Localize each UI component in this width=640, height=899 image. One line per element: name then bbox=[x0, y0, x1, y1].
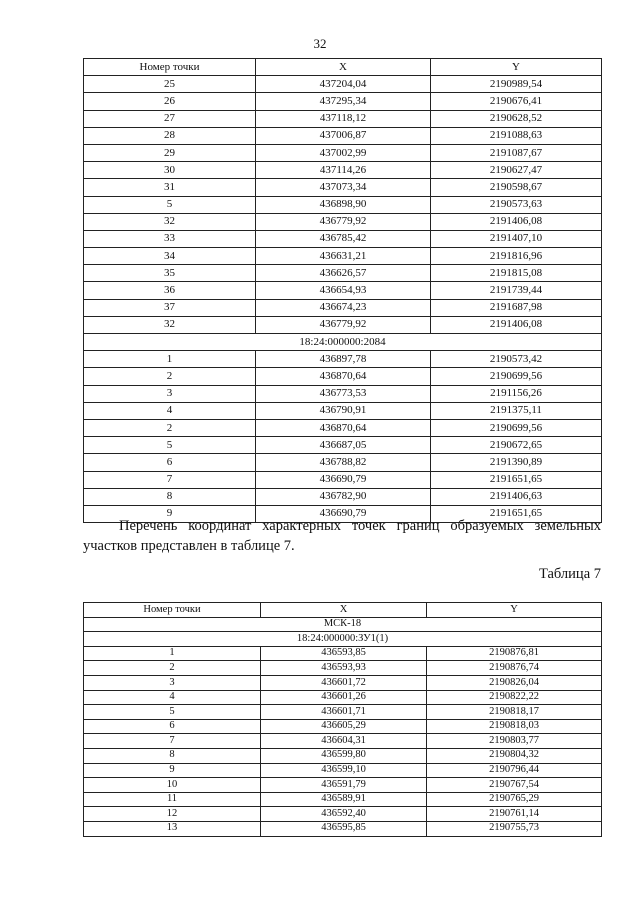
point-number-cell: 1 bbox=[84, 646, 261, 661]
table-row bbox=[84, 734, 602, 749]
y-cell: 2190989,54 bbox=[431, 76, 602, 93]
table-row bbox=[84, 402, 602, 419]
y-cell: 2191156,26 bbox=[431, 385, 602, 402]
table-row bbox=[84, 437, 602, 454]
section-label: 18:24:000000:2084 bbox=[84, 334, 602, 351]
point-number-cell: 4 bbox=[84, 402, 256, 419]
point-number-cell: 32 bbox=[84, 213, 256, 230]
y-cell: 2190765,29 bbox=[427, 792, 602, 807]
y-cell: 2191651,65 bbox=[431, 471, 602, 488]
y-cell: 2191375,11 bbox=[431, 402, 602, 419]
x-cell: 436870,64 bbox=[256, 419, 431, 436]
y-cell: 2190627,47 bbox=[431, 162, 602, 179]
y-cell: 2191087,67 bbox=[431, 144, 602, 161]
section-label: 18:24:000000:ЗУ1(1) bbox=[84, 632, 602, 647]
table-row bbox=[84, 792, 602, 807]
table-row bbox=[84, 282, 602, 299]
header-y: Y bbox=[431, 59, 602, 76]
x-cell: 436773,53 bbox=[256, 385, 431, 402]
x-cell: 436779,92 bbox=[256, 213, 431, 230]
point-number-cell: 11 bbox=[84, 792, 261, 807]
y-cell: 2190876,81 bbox=[427, 646, 602, 661]
y-cell: 2191815,08 bbox=[431, 265, 602, 282]
y-cell: 2190826,04 bbox=[427, 675, 602, 690]
point-number-cell: 8 bbox=[84, 488, 256, 505]
page-number: 32 bbox=[313, 36, 327, 51]
table-row bbox=[84, 705, 602, 720]
point-number-cell: 26 bbox=[84, 93, 256, 110]
x-cell: 436626,57 bbox=[256, 265, 431, 282]
x-cell: 436690,79 bbox=[256, 471, 431, 488]
y-cell: 2191407,10 bbox=[431, 230, 602, 247]
table-row bbox=[84, 368, 602, 385]
table-row bbox=[84, 719, 602, 734]
table-row bbox=[84, 778, 602, 793]
y-cell: 2190804,32 bbox=[427, 748, 602, 763]
table-row bbox=[84, 93, 602, 110]
x-cell: 436674,23 bbox=[256, 299, 431, 316]
point-number-cell: 13 bbox=[84, 821, 261, 836]
y-cell: 2190796,44 bbox=[427, 763, 602, 778]
x-cell: 436897,78 bbox=[256, 351, 431, 368]
table-row bbox=[84, 316, 602, 333]
system-row bbox=[84, 617, 602, 632]
x-cell: 436687,05 bbox=[256, 437, 431, 454]
y-cell: 2190822,22 bbox=[427, 690, 602, 705]
x-cell: 437295,34 bbox=[256, 93, 431, 110]
point-number-cell: 32 bbox=[84, 316, 256, 333]
y-cell: 2190761,14 bbox=[427, 807, 602, 822]
point-number-cell: 7 bbox=[84, 734, 261, 749]
x-cell: 436589,91 bbox=[261, 792, 427, 807]
x-cell: 437114,26 bbox=[256, 162, 431, 179]
point-number-cell: 33 bbox=[84, 230, 256, 247]
point-number-cell: 10 bbox=[84, 778, 261, 793]
point-number-cell: 9 bbox=[84, 763, 261, 778]
x-cell: 437204,04 bbox=[256, 76, 431, 93]
x-cell: 436595,85 bbox=[261, 821, 427, 836]
table-row bbox=[84, 196, 602, 213]
x-cell: 436779,92 bbox=[256, 316, 431, 333]
y-cell: 2190699,56 bbox=[431, 419, 602, 436]
point-number-cell: 2 bbox=[84, 661, 261, 676]
point-number-cell: 31 bbox=[84, 179, 256, 196]
table-row bbox=[84, 690, 602, 705]
y-cell: 2190818,17 bbox=[427, 705, 602, 720]
point-number-cell: 35 bbox=[84, 265, 256, 282]
y-cell: 2190676,41 bbox=[431, 93, 602, 110]
x-cell: 436599,80 bbox=[261, 748, 427, 763]
table-header-row bbox=[84, 59, 602, 76]
point-number-cell: 4 bbox=[84, 690, 261, 705]
point-number-cell: 37 bbox=[84, 299, 256, 316]
x-cell: 436782,90 bbox=[256, 488, 431, 505]
point-number-cell: 5 bbox=[84, 196, 256, 213]
x-cell: 436592,40 bbox=[261, 807, 427, 822]
y-cell: 2190672,65 bbox=[431, 437, 602, 454]
point-number-cell: 3 bbox=[84, 385, 256, 402]
x-cell: 436601,71 bbox=[261, 705, 427, 720]
table-row bbox=[84, 230, 602, 247]
point-number-cell: 28 bbox=[84, 127, 256, 144]
coordinates-table-2 bbox=[83, 602, 602, 837]
section-row bbox=[84, 632, 602, 647]
table-row bbox=[84, 821, 602, 836]
table-row bbox=[84, 299, 602, 316]
point-number-cell: 36 bbox=[84, 282, 256, 299]
y-cell: 2191739,44 bbox=[431, 282, 602, 299]
point-number-cell: 1 bbox=[84, 351, 256, 368]
x-cell: 437006,87 bbox=[256, 127, 431, 144]
table-row bbox=[84, 748, 602, 763]
x-cell: 436593,85 bbox=[261, 646, 427, 661]
table-row bbox=[84, 661, 602, 676]
y-cell: 2190699,56 bbox=[431, 368, 602, 385]
table-row bbox=[84, 351, 602, 368]
x-cell: 436631,21 bbox=[256, 248, 431, 265]
table-row bbox=[84, 646, 602, 661]
table-row bbox=[84, 127, 602, 144]
x-cell: 436604,31 bbox=[261, 734, 427, 749]
table-caption: Таблица 7 bbox=[538, 566, 601, 582]
table-header-row bbox=[84, 603, 602, 618]
header-point-number: Номер точки bbox=[84, 59, 256, 76]
coordinate-system-label: МСК-18 bbox=[84, 617, 602, 632]
coordinates-table-1 bbox=[83, 58, 602, 523]
table-row bbox=[84, 454, 602, 471]
y-cell: 2191406,08 bbox=[431, 213, 602, 230]
table-row bbox=[84, 419, 602, 436]
point-number-cell: 7 bbox=[84, 471, 256, 488]
point-number-cell: 9 bbox=[84, 505, 256, 522]
y-cell: 2191687,98 bbox=[431, 299, 602, 316]
table-row bbox=[84, 763, 602, 778]
table-row bbox=[84, 213, 602, 230]
y-cell: 2191406,63 bbox=[431, 488, 602, 505]
x-cell: 436591,79 bbox=[261, 778, 427, 793]
x-cell: 436605,29 bbox=[261, 719, 427, 734]
y-cell: 2190573,63 bbox=[431, 196, 602, 213]
header-point-number: Номер точки bbox=[84, 603, 261, 618]
y-cell: 2190767,54 bbox=[427, 778, 602, 793]
y-cell: 2190598,67 bbox=[431, 179, 602, 196]
y-cell: 2190803,77 bbox=[427, 734, 602, 749]
point-number-cell: 2 bbox=[84, 419, 256, 436]
y-cell: 2191406,08 bbox=[431, 316, 602, 333]
x-cell: 436898,90 bbox=[256, 196, 431, 213]
section-row bbox=[84, 334, 602, 351]
point-number-cell: 6 bbox=[84, 719, 261, 734]
body-paragraph: Перечень координат характерных точек границ образуемых земельных участков представлен в таблице 7. bbox=[83, 518, 601, 554]
y-cell: 2190573,42 bbox=[431, 351, 602, 368]
x-cell: 436790,91 bbox=[256, 402, 431, 419]
table-row bbox=[84, 179, 602, 196]
point-number-cell: 29 bbox=[84, 144, 256, 161]
point-number-cell: 27 bbox=[84, 110, 256, 127]
table-row bbox=[84, 471, 602, 488]
table-row bbox=[84, 385, 602, 402]
y-cell: 2190818,03 bbox=[427, 719, 602, 734]
point-number-cell: 8 bbox=[84, 748, 261, 763]
x-cell: 437073,34 bbox=[256, 179, 431, 196]
table-row bbox=[84, 265, 602, 282]
table-row bbox=[84, 248, 602, 265]
y-cell: 2191088,63 bbox=[431, 127, 602, 144]
table-row bbox=[84, 488, 602, 505]
header-x: X bbox=[261, 603, 427, 618]
y-cell: 2190628,52 bbox=[431, 110, 602, 127]
point-number-cell: 30 bbox=[84, 162, 256, 179]
table-row bbox=[84, 162, 602, 179]
point-number-cell: 3 bbox=[84, 675, 261, 690]
header-x: X bbox=[256, 59, 431, 76]
x-cell: 437002,99 bbox=[256, 144, 431, 161]
x-cell: 436601,72 bbox=[261, 675, 427, 690]
x-cell: 436870,64 bbox=[256, 368, 431, 385]
header-y: Y bbox=[427, 603, 602, 618]
x-cell: 436599,10 bbox=[261, 763, 427, 778]
y-cell: 2191390,89 bbox=[431, 454, 602, 471]
table-row bbox=[84, 144, 602, 161]
point-number-cell: 34 bbox=[84, 248, 256, 265]
x-cell: 436788,82 bbox=[256, 454, 431, 471]
point-number-cell: 2 bbox=[84, 368, 256, 385]
point-number-cell: 12 bbox=[84, 807, 261, 822]
x-cell: 436654,93 bbox=[256, 282, 431, 299]
point-number-cell: 25 bbox=[84, 76, 256, 93]
point-number-cell: 5 bbox=[84, 705, 261, 720]
y-cell: 2190876,74 bbox=[427, 661, 602, 676]
x-cell: 437118,12 bbox=[256, 110, 431, 127]
table-row bbox=[84, 807, 602, 822]
point-number-cell: 5 bbox=[84, 437, 256, 454]
table-row bbox=[84, 76, 602, 93]
y-cell: 2190755,73 bbox=[427, 821, 602, 836]
x-cell: 436593,93 bbox=[261, 661, 427, 676]
point-number-cell: 6 bbox=[84, 454, 256, 471]
y-cell: 2191816,96 bbox=[431, 248, 602, 265]
y-cell: 2191651,65 bbox=[431, 505, 602, 522]
x-cell: 436785,42 bbox=[256, 230, 431, 247]
x-cell: 436601,26 bbox=[261, 690, 427, 705]
table-row bbox=[84, 675, 602, 690]
table-row bbox=[84, 110, 602, 127]
x-cell: 436690,79 bbox=[256, 505, 431, 522]
